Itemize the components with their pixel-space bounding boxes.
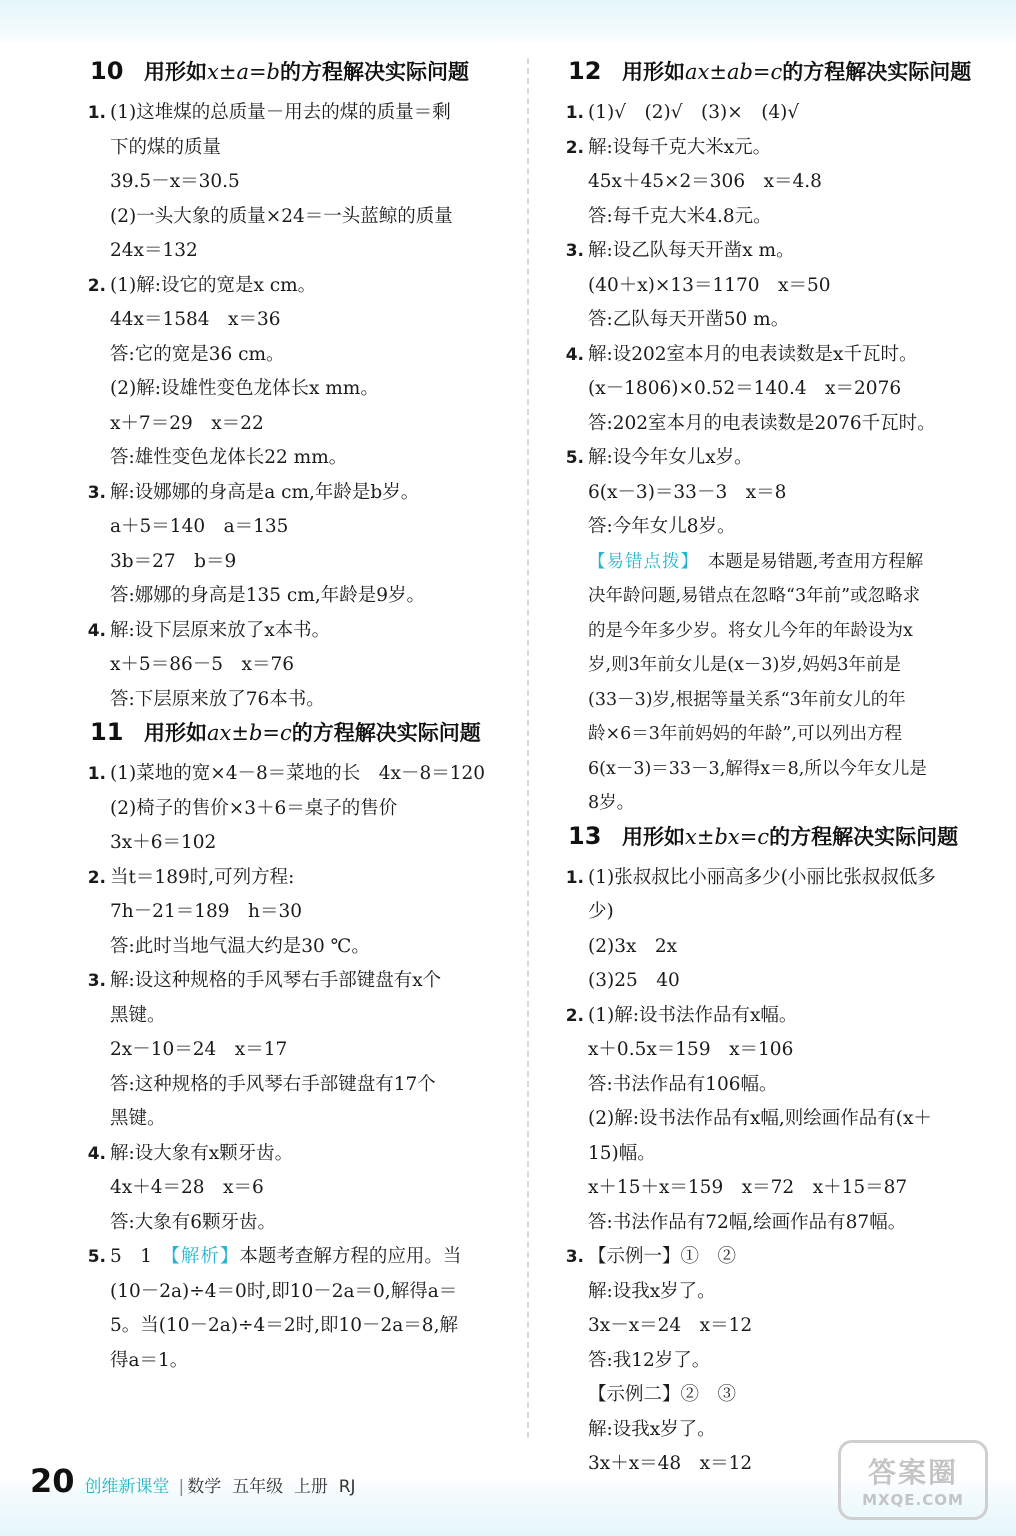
answer-line: 4x＋4＝28 x＝6 (110, 1177, 264, 1198)
answer-line: 4. 解:设大象有x颗牙齿。 (87, 1142, 294, 1164)
answer-line: 下的煤的质量 (110, 136, 222, 158)
answer-line: 24x＝132 (110, 240, 198, 261)
answer-line: 3x＋x＝48 x＝12 (588, 1453, 753, 1474)
answer-line: 5. 5 1 【解析】本题考查解方程的应用。当 (87, 1246, 462, 1267)
answer-line: 3b＝27 b＝9 (110, 550, 237, 572)
answer-line: 答:今年女儿8岁。 (588, 516, 736, 537)
error-tip-line: 龄×6＝3年前妈妈的年龄”,可以列出方程 (588, 724, 902, 744)
column-divider (527, 58, 529, 1438)
answer-line: 得a＝1。 (110, 1349, 189, 1371)
answer-line: 1. (1)这堆煤的总质量－用去的煤的质量＝剩 (87, 102, 451, 123)
answer-line: 2x－10＝24 x＝17 (110, 1039, 288, 1060)
answer-line: 1. (1)张叔叔比小丽高多少(小丽比张叔叔低多 (565, 866, 936, 888)
answer-line: 5。当(10－2a)÷4＝2时,即10－2a＝8,解 (110, 1315, 458, 1336)
answer-line: (3)25 40 (588, 970, 680, 991)
section-10-heading: 10 用形如x±a=b的方程解决实际问题 (70, 56, 515, 96)
answer-line: 2. 当t＝189时,可列方程: (87, 866, 295, 888)
answer-line: x＋0.5x＝159 x＝106 (588, 1039, 794, 1060)
answer-line: 答:这种规格的手风琴右手部键盘有17个 (110, 1073, 436, 1095)
answer-line: (40＋x)×13＝1170 x＝50 (588, 274, 831, 296)
section-13-heading: 13 用形如x±bx=c的方程解决实际问题 (548, 821, 988, 861)
top-wave-decoration (0, 0, 1016, 46)
answer-line: x＋5＝86－5 x＝76 (110, 654, 294, 675)
watermark-logo: 答案圈 MXQE.COM (838, 1440, 988, 1520)
error-tip-line: 岁,则3年前女儿是(x－3)岁,妈妈3年前是 (588, 655, 902, 675)
answer-line: 3x－x＝24 x＝12 (588, 1315, 753, 1336)
answer-line: 解:设我x岁了。 (588, 1418, 716, 1440)
error-tip-line: (33－3)岁,根据等量关系“3年前女儿的年 (588, 689, 906, 710)
answer-line: 答:书法作品有72幅,绘画作品有87幅。 (588, 1211, 907, 1233)
answer-line: 45x＋45×2＝306 x＝4.8 (588, 171, 822, 192)
answer-line: 答:乙队每天开凿50 m。 (588, 309, 790, 330)
answer-line: 少) (588, 901, 614, 922)
answer-line: 答:我12岁了。 (588, 1349, 711, 1371)
answer-line: a＋5＝140 a＝135 (110, 516, 289, 537)
section-11-heading: 11 用形如ax±b=c的方程解决实际问题 (70, 717, 515, 757)
answer-line: 答:娜娜的身高是135 cm,年龄是9岁。 (110, 585, 425, 606)
error-tip-line: 的是今年多少岁。将女儿今年的年龄设为x (588, 620, 913, 641)
page-number: 20 (30, 1462, 75, 1500)
section-number: 12 (568, 57, 602, 85)
answer-line: 3. 解:设娜娜的身高是a cm,年龄是b岁。 (87, 481, 420, 503)
answer-line: 15)幅。 (588, 1142, 656, 1164)
answer-line: 答:书法作品有106幅。 (588, 1073, 778, 1095)
answer-line: 黑键。 (110, 1108, 166, 1129)
answer-line: 解:设我x岁了。 (588, 1280, 716, 1302)
error-tip-line: 【易错点拨】 本题是易错题,考查用方程解 (588, 551, 924, 572)
answer-line: 39.5－x＝30.5 (110, 171, 240, 192)
answer-line: (2)一头大象的质量×24＝一头蓝鲸的质量 (110, 205, 453, 227)
answer-line: 4. 解:设202室本月的电表读数是x千瓦时。 (565, 343, 918, 365)
answer-line: 答:雄性变色龙体长22 mm。 (110, 447, 348, 468)
answer-line: 5. 解:设今年女儿x岁。 (565, 447, 753, 468)
error-tip-tag: 【易错点拨】 (588, 551, 691, 572)
answer-line: 答:大象有6颗牙齿。 (110, 1211, 277, 1233)
answer-line: 1. (1)√ (2)√ (3)× (4)√ (565, 102, 800, 123)
section-number: 13 (568, 821, 602, 850)
answer-line: 2. (1)解:设书法作品有x幅。 (565, 1004, 798, 1026)
answer-line: 1. (1)菜地的宽×4－8＝菜地的长 4x－8＝120 (87, 763, 486, 784)
analysis-tag: 【解析】 (170, 1246, 240, 1267)
answer-line: x＋15＋x＝159 x＝72 x＋15＝87 (588, 1177, 908, 1198)
answer-line: 3x＋6＝102 (110, 832, 217, 853)
error-tip-line: 6(x－3)＝33－3,解得x＝8,所以今年女儿是 (588, 758, 927, 779)
section-number: 11 (90, 718, 124, 746)
answer-line: 黑键。 (110, 1004, 166, 1026)
answer-line: (2)解:设雄性变色龙体长x mm。 (110, 378, 379, 399)
answer-line: (2)解:设书法作品有x幅,则绘画作品有(x＋ (588, 1108, 932, 1129)
answer-line: 44x＝1584 x＝36 (110, 309, 281, 330)
answer-line: 3. 解:设这种规格的手风琴右手部键盘有x个 (87, 970, 442, 991)
answer-line: 3. 【示例一】① ② (565, 1246, 737, 1267)
answer-line: 答:它的宽是36 cm。 (110, 343, 285, 365)
error-tip-line: 8岁。 (588, 793, 635, 813)
answer-line: 答:每千克大米4.8元。 (588, 205, 772, 227)
answer-line: (2)椅子的售价×3＋6＝桌子的售价 (110, 797, 398, 819)
answer-line: 2. 解:设每千克大米x元。 (565, 136, 772, 158)
footer-meta: | 数学 五年级 上册 RJ (178, 1477, 356, 1497)
answer-line: (10－2a)÷4＝0时,即10－2a＝0,解得a＝ (110, 1280, 458, 1302)
answer-line: 7h－21＝189 h＝30 (110, 901, 302, 922)
answer-line: 答:202室本月的电表读数是2076千瓦时。 (588, 412, 936, 434)
answer-line: (2)3x 2x (588, 935, 678, 957)
page-footer (30, 1462, 356, 1500)
answer-line: 【示例二】② ③ (588, 1384, 737, 1405)
brand-name: 创维新课堂 (84, 1477, 170, 1497)
answer-line: 6(x－3)＝33－3 x＝8 (588, 481, 787, 503)
right-column (548, 56, 988, 1516)
answer-line: 4. 解:设下层原来放了x本书。 (87, 619, 331, 641)
answer-line: 3. 解:设乙队每天开凿x m。 (565, 240, 795, 261)
error-tip-line: 决年龄问题,易错点在忽略“3年前”或忽略求 (588, 586, 921, 606)
left-column (70, 56, 515, 1378)
section-12-heading: 12 用形如ax±ab=c的方程解决实际问题 (548, 56, 988, 96)
answer-line: 2. (1)解:设它的宽是x cm。 (87, 274, 317, 296)
answer-line: 答:此时当地气温大约是30 ℃。 (110, 935, 370, 957)
answer-line: 答:下层原来放了76本书。 (110, 688, 325, 710)
section-number: 10 (90, 57, 124, 85)
answer-line: (x－1806)×0.52＝140.4 x＝2076 (588, 378, 902, 399)
answer-line: x＋7＝29 x＝22 (110, 412, 264, 434)
